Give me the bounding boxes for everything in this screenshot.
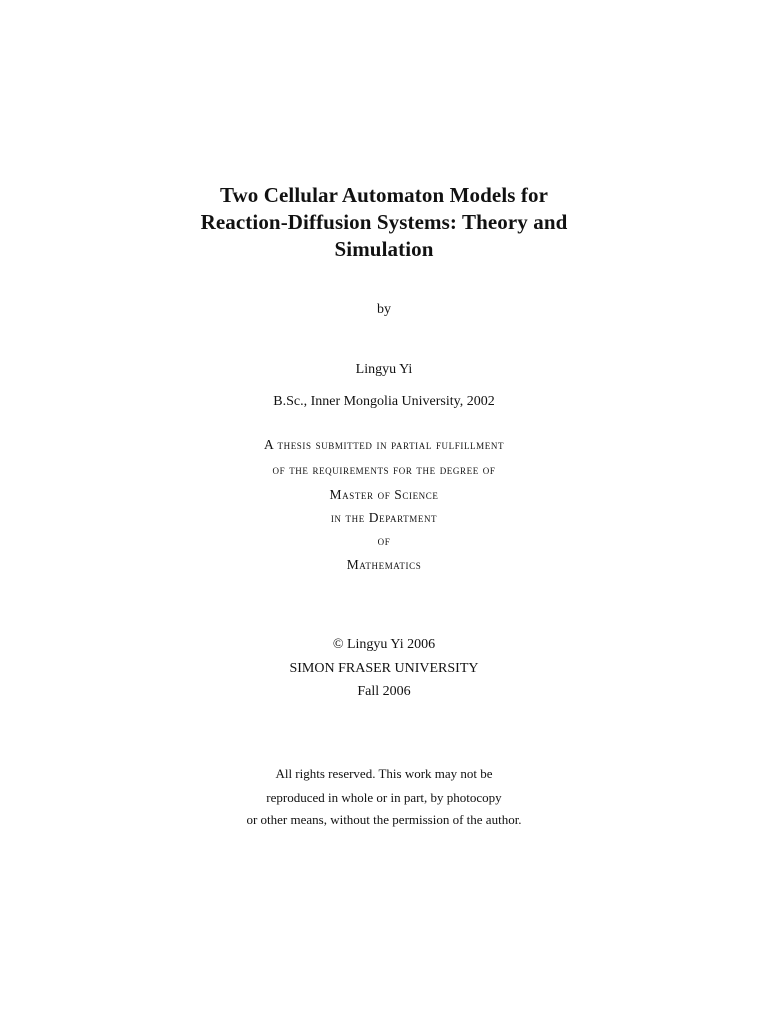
rights-line-3: or other means, without the permission of the author. <box>246 812 522 827</box>
rights-line-2: reproduced in whole or in part, by photocopy <box>266 790 502 805</box>
author-name: Lingyu Yi <box>355 362 413 377</box>
thesis-statement-line-5: of <box>377 533 391 548</box>
title-line-3: Simulation <box>334 237 434 261</box>
thesis-statement-line-3: Master of Science <box>329 487 439 502</box>
title-line-1: Two Cellular Automaton Models for <box>219 183 548 207</box>
rights-line-1: All rights reserved. This work may not be <box>275 766 493 781</box>
document-title <box>0 182 768 263</box>
thesis-statement-line-2: of the requirements for the degree of <box>272 462 496 477</box>
copyright-notice: © Lingyu Yi 2006 <box>332 637 436 652</box>
thesis-statement-line-1: A thesis submitted in partial fulfillment <box>263 437 505 452</box>
university-name: SIMON FRASER UNIVERSITY <box>289 661 479 676</box>
thesis-statement-line-4: in the Department <box>330 510 438 525</box>
by-label: by <box>377 302 391 317</box>
title-line-2: Reaction-Diffusion Systems: Theory and <box>200 210 568 234</box>
thesis-statement-line-6: Mathematics <box>346 557 422 572</box>
term-date: Fall 2006 <box>357 684 411 699</box>
prior-degree: B.Sc., Inner Mongolia University, 2002 <box>273 394 495 409</box>
